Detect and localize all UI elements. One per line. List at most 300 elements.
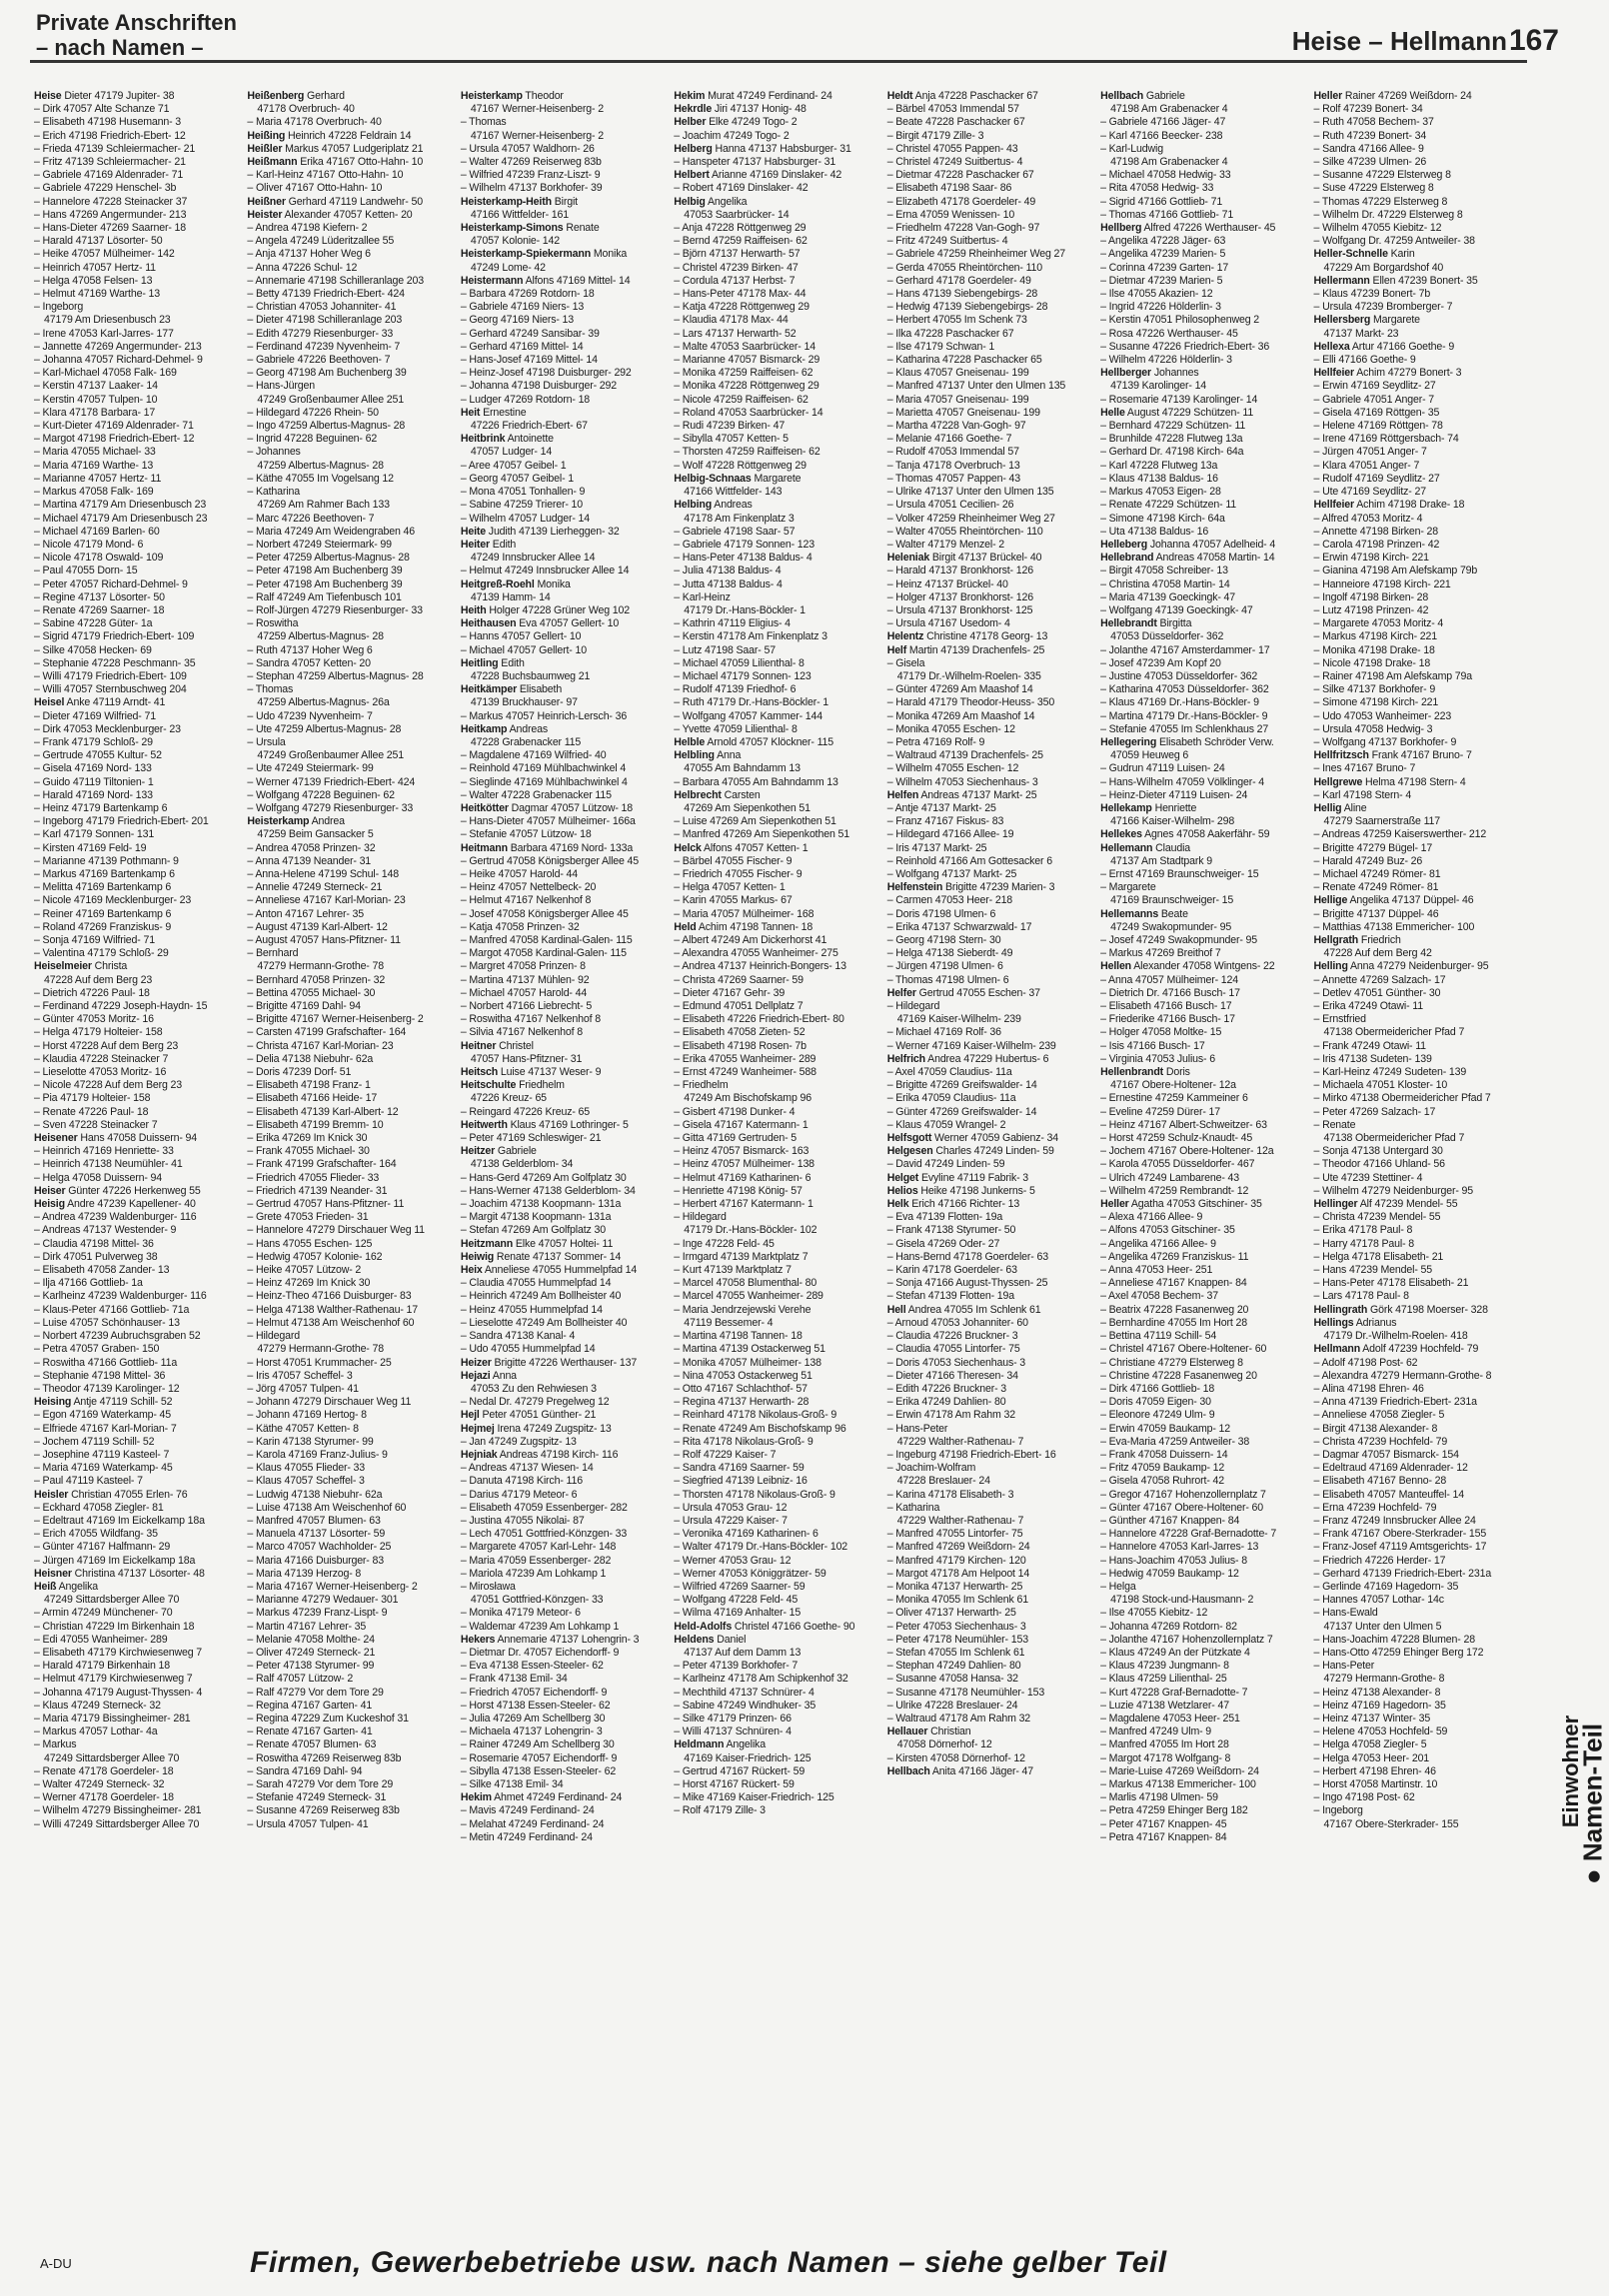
entry-text: – Joachim 47249 Togo- 2 [674, 129, 790, 142]
directory-entry [461, 90, 668, 103]
directory-entry [674, 1765, 880, 1778]
entry-text: – Tanja 47178 Overbruch- 13 [886, 459, 1020, 472]
entry-text: – Aree 47057 Geibel- 1 [460, 459, 567, 472]
directory-entry [34, 1528, 241, 1541]
directory-entry [887, 552, 1094, 565]
entry-text: – Beate 47228 Paschacker 67 [886, 116, 1025, 129]
entry-text: – Valentina 47179 Schloß- 29 [34, 947, 169, 960]
directory-entry [461, 1489, 668, 1502]
directory-entry [674, 960, 880, 973]
directory-entry [1100, 855, 1307, 868]
entry-text: – Dirk 47166 Gottlieb- 18 [1100, 1382, 1215, 1395]
entry-text: 47226 Kreuz- 65 [470, 1092, 547, 1105]
directory-entry [674, 1621, 880, 1634]
directory-entry [887, 288, 1094, 301]
listing-column [247, 90, 454, 2228]
directory-entry [247, 1383, 454, 1396]
directory-entry [887, 235, 1094, 248]
entry-text: – Günter 47269 Greifswalder- 14 [886, 1105, 1037, 1118]
entry-text: – Christel 47167 Obere-Holtener- 60 [1100, 1343, 1267, 1356]
entry-text: 47279 Saarnerstraße 117 [1323, 815, 1441, 828]
directory-entry [674, 526, 880, 539]
directory-entry [1314, 1541, 1521, 1554]
entry-text: – Harald 47179 Theodor-Heuss- 350 [886, 696, 1055, 709]
directory-entry [247, 1238, 454, 1251]
entry-text: – Kurt-Dieter 47169 Aldenrader- 71 [34, 420, 194, 433]
entry-text: – Herbert 47167 Katermann- 1 [674, 1198, 813, 1211]
directory-entry [1314, 1634, 1521, 1647]
directory-entry [674, 301, 880, 314]
surname: Helber [674, 116, 707, 129]
entry-text: – Hanns 47057 Gellert- 10 [460, 630, 582, 643]
entry-text: 47137 Markt- 23 [1323, 327, 1399, 340]
directory-entry [887, 1541, 1094, 1554]
directory-entry [461, 116, 668, 129]
entry-text: – Malte 47053 Saarbrücker- 14 [674, 340, 815, 353]
directory-entry [1100, 1607, 1307, 1620]
directory-entry [247, 1462, 454, 1475]
directory-entry [1314, 1489, 1521, 1502]
entry-text: – Gudrun 47119 Luisen- 24 [1100, 762, 1225, 775]
entry-text: – Maria 47057 Gneisenau- 199 [886, 393, 1029, 406]
entry-text: – Mavis 47249 Ferdinand- 24 [460, 1804, 595, 1817]
entry-text: – Manfred 47058 Kardinal-Galen- 115 [460, 934, 633, 946]
entry-text: – Hans-Joachim 47228 Blumen- 28 [1313, 1633, 1475, 1646]
entry-text: 47169 Kaiser-Wilhelm- 239 [896, 1013, 1021, 1026]
entry-text: – Stefan 47269 Am Golfplatz 30 [460, 1224, 606, 1237]
entry-text: Adolf 47239 Hochfeld- 79 [1362, 1343, 1479, 1356]
directory-entry [34, 683, 241, 696]
directory-entry [674, 815, 880, 828]
directory-entry [1314, 473, 1521, 486]
entry-text: – Magdalene 47053 Heer- 251 [1100, 1712, 1240, 1724]
entry-text: – Karola 47169 Franz-Julius- 9 [247, 1448, 388, 1461]
entry-text: – Carsten 47199 Grafschafter- 164 [247, 1026, 407, 1039]
directory-entry [34, 196, 241, 209]
entry-text: – Helmut 47179 Kirchwiesenweg 7 [34, 1673, 193, 1686]
entry-text: Adrianus [1355, 1316, 1397, 1329]
directory-entry [247, 460, 454, 473]
entry-text: – Anneliese 47167 Karl-Morian- 23 [247, 894, 406, 907]
directory-entry [1314, 367, 1521, 380]
directory-entry [674, 630, 880, 643]
entry-text: – Heinrich 47138 Neumühler- 41 [34, 1158, 183, 1171]
side-tab-line-2: ● Namen-Teil [1577, 1722, 1608, 1885]
entry-text: – Klaus 47259 Lilienthal- 25 [1100, 1673, 1227, 1686]
entry-text: – Marianne 47139 Pothmann- 9 [34, 854, 179, 867]
directory-entry [1314, 1713, 1521, 1725]
directory-entry [247, 275, 454, 288]
directory-entry [247, 1515, 454, 1528]
entry-text: Erika 47167 Otto-Hahn- 10 [300, 156, 424, 169]
directory-entry [34, 156, 241, 169]
directory-entry [247, 552, 454, 565]
directory-entry [1100, 1185, 1307, 1198]
entry-text: – Elisabeth 47166 Heide- 17 [247, 1092, 378, 1105]
surname: Helios [886, 1184, 918, 1197]
entry-text: – Martin 47167 Lehrer- 35 [247, 1620, 367, 1633]
listing-column [887, 90, 1094, 2228]
directory-entry [1314, 446, 1521, 459]
directory-entry [887, 1449, 1094, 1462]
directory-entry [1314, 947, 1521, 960]
entry-text: – Karola 47055 Düsseldorfer- 467 [1100, 1158, 1255, 1171]
entry-text: – Henriette 47198 König- 57 [674, 1184, 803, 1197]
directory-entry [887, 1106, 1094, 1119]
directory-entry [34, 802, 241, 815]
entry-text: – Georg 47198 Am Buchenberg 39 [247, 367, 407, 380]
directory-entry [34, 1370, 241, 1383]
directory-entry [674, 749, 880, 762]
directory-entry [461, 420, 668, 433]
directory-entry [674, 1119, 880, 1132]
entry-text: – Pia 47179 Holteier- 158 [34, 1092, 151, 1105]
directory-entry [461, 446, 668, 459]
surname: Heistermann [460, 274, 524, 287]
entry-text: – Gisela 47058 Ruhrort- 42 [1100, 1475, 1224, 1488]
directory-entry [887, 1621, 1094, 1634]
entry-text: 47167 Obere-Sterkrader- 155 [1323, 1817, 1459, 1830]
entry-text: – Werner 47178 Goerdeler- 18 [34, 1791, 174, 1804]
directory-entry [1100, 1026, 1307, 1039]
directory-entry [674, 116, 880, 129]
directory-entry [34, 908, 241, 921]
directory-entry [34, 1290, 241, 1303]
directory-entry [674, 1804, 880, 1817]
directory-entry [887, 222, 1094, 235]
entry-text: – Margarete 47057 Karl-Lehr- 148 [460, 1541, 617, 1554]
directory-entry [247, 1475, 454, 1488]
entry-text: – Ilja 47166 Gottlieb- 1a [34, 1277, 143, 1290]
entry-text: – Matthias 47138 Emmericher- 100 [1313, 920, 1475, 933]
directory-entry [674, 881, 880, 894]
entry-text: – Sibylla 47057 Ketten- 5 [674, 433, 789, 446]
entry-text: – Friedrich 47055 Fischer- 9 [674, 867, 803, 880]
entry-text: – Franz-Josef 47119 Amtsgerichts- 17 [1313, 1541, 1487, 1554]
directory-entry [1314, 1040, 1521, 1053]
directory-entry [461, 1449, 668, 1462]
directory-entry [674, 1449, 880, 1462]
directory-entry [1314, 670, 1521, 683]
entry-text: – Annette 47198 Birken- 28 [1313, 525, 1439, 538]
directory-entry [1314, 1026, 1521, 1039]
directory-entry [461, 1462, 668, 1475]
surname: Heldmann [674, 1738, 725, 1751]
directory-entry [674, 736, 880, 749]
directory-entry [34, 1594, 241, 1607]
directory-entry [34, 235, 241, 248]
entry-text: – Maria 47179 Bissingheimer- 281 [34, 1712, 191, 1724]
directory-entry [34, 1238, 241, 1251]
entry-text: – Norbert 47239 Aubruchsgraben 52 [34, 1330, 201, 1343]
directory-entry [34, 1013, 241, 1026]
entry-text: Elke 47057 Holtei- 11 [515, 1237, 614, 1250]
entry-text: – Anna 47053 Heer- 251 [1100, 1264, 1213, 1277]
directory-entry [887, 934, 1094, 947]
entry-text: – Jutta 47138 Baldus- 4 [674, 577, 783, 590]
directory-entry [34, 1713, 241, 1725]
entry-text: Andre 47239 Kapellener- 40 [67, 1198, 196, 1211]
entry-text: – Mirosława [460, 1580, 516, 1593]
directory-entry [461, 1396, 668, 1409]
entry-text: Alexander 47058 Wintgens- 22 [1133, 960, 1275, 973]
entry-text: Angelika [707, 195, 748, 208]
entry-text: – Elisabeth 47199 Bremm- 10 [247, 1118, 384, 1131]
directory-entry [461, 130, 668, 143]
entry-text: – Maria 47059 Essenberger- 282 [460, 1554, 612, 1567]
directory-entry [247, 710, 454, 723]
entry-text: – Peter 47259 Albertus-Magnus- 28 [247, 552, 410, 565]
entry-text: – Wilhelm 47279 Neidenburger- 95 [1313, 1184, 1474, 1197]
entry-text: – Hans-Ewald [1313, 1607, 1378, 1620]
directory-entry [247, 499, 454, 512]
directory-entry [1314, 90, 1521, 103]
entry-text: – Yvette 47059 Lilienthal- 8 [674, 722, 798, 735]
directory-entry [674, 1555, 880, 1568]
directory-entry [247, 380, 454, 393]
directory-entry [461, 1343, 668, 1356]
directory-entry [1100, 1804, 1307, 1817]
directory-entry [34, 789, 241, 802]
directory-entry [34, 1185, 241, 1198]
directory-entry [887, 1317, 1094, 1330]
entry-text: – Jürgen 47198 Ulmen- 6 [886, 960, 1003, 973]
entry-text: 47179 Dr.-Hans-Böckler- 102 [684, 1224, 817, 1237]
directory-entry [887, 1264, 1094, 1277]
entry-text: – Klaus 47057 Scheffel- 3 [247, 1475, 365, 1488]
entry-text: – Karlheinz 47239 Waldenburger- 116 [34, 1290, 207, 1303]
entry-text: 47178 Am Finkenplatz 3 [684, 512, 795, 525]
entry-text: – Andreas 47137 Westender- 9 [34, 1224, 177, 1237]
entry-text: – Brigitte 47269 Greifswalder- 14 [886, 1079, 1037, 1092]
directory-entry [887, 1343, 1094, 1356]
directory-entry [34, 473, 241, 486]
entry-text: – Hans 47139 Siebengebirgs- 28 [886, 288, 1038, 301]
entry-text: – Klaus-Peter 47166 Gottlieb- 71a [34, 1303, 190, 1316]
entry-text: – Sigrid 47166 Gottlieb- 71 [1100, 195, 1223, 208]
directory-entry [461, 1673, 668, 1686]
entry-text: – Markus 47058 Falk- 169 [34, 486, 154, 499]
entry-text: – Peter 47139 Borkhofer- 7 [674, 1660, 799, 1673]
directory-entry [34, 341, 241, 354]
entry-text: – Elisabeth 47059 Essenberger- 282 [460, 1501, 628, 1514]
directory-entry [674, 1673, 880, 1686]
entry-text: – Iris 47138 Sudeten- 139 [1313, 1052, 1432, 1065]
directory-entry [887, 1198, 1094, 1211]
entry-text: – Ursula 47058 Hedwig- 3 [1313, 722, 1433, 735]
entry-text: – Roswitha 47166 Gottlieb- 11a [34, 1356, 178, 1369]
directory-entry [674, 1343, 880, 1356]
entry-text: – Gisela [886, 656, 925, 669]
entry-text: Angelika [726, 1738, 766, 1751]
directory-entry [887, 670, 1094, 683]
entry-text: – Rolf 47179 Zille- 3 [674, 1804, 766, 1817]
entry-text: – Elisabeth 47057 Manteuffel- 14 [1313, 1488, 1465, 1501]
surname: Helbing [674, 499, 713, 512]
directory-entry [247, 407, 454, 420]
entry-text: – Anneliese 47058 Ziegler- 5 [1313, 1409, 1445, 1422]
entry-text: – Jürgen 47051 Anger- 7 [1313, 446, 1427, 459]
directory-entry [887, 1092, 1094, 1105]
entry-text: – Erich 47055 Wildfang- 35 [34, 1528, 158, 1541]
directory-entry [887, 1489, 1094, 1502]
entry-text: Andreas 47058 Martin- 14 [1155, 552, 1275, 565]
surname: Heitbrink [460, 433, 506, 446]
directory-entry [34, 1738, 241, 1751]
entry-text: Murat 47249 Ferdinand- 24 [708, 90, 832, 102]
entry-text: – Kerstin 47051 Philosophenweg 2 [1100, 314, 1260, 327]
directory-entry [247, 130, 454, 143]
directory-entry [461, 1621, 668, 1634]
entry-text: – Luise 47057 Schönhauser- 13 [34, 1316, 180, 1329]
entry-text: – Reiner 47169 Bartenkamp 6 [34, 907, 172, 920]
entry-text: – Günter 47269 Am Maashof 14 [886, 683, 1033, 696]
directory-entry [461, 670, 668, 683]
directory-entry [1314, 1066, 1521, 1079]
entry-text: Christel 47166 Goethe- 90 [734, 1620, 855, 1633]
entry-text: – Harald 47169 Nord- 133 [34, 788, 153, 801]
entry-text: – Frank 47199 Grafschafter- 164 [247, 1158, 397, 1171]
directory-entry [247, 1489, 454, 1502]
directory-entry [674, 1185, 880, 1198]
entry-text: – Birgit 47179 Zille- 3 [886, 129, 984, 142]
entry-text: – Friedrich 47226 Herder- 17 [1313, 1554, 1446, 1567]
directory-entry [1314, 552, 1521, 565]
entry-text: – Angelika 47228 Jäger- 63 [1100, 235, 1226, 248]
directory-entry [1314, 1198, 1521, 1211]
directory-entry [247, 1621, 454, 1634]
entry-text: – Ursula 47051 Cecilien- 26 [886, 499, 1014, 512]
entry-text: – Ingeborg 47179 Friedrich-Ebert- 201 [34, 815, 209, 828]
directory-entry [461, 182, 668, 195]
directory-entry [1314, 1251, 1521, 1264]
entry-text: Beate [1160, 907, 1188, 920]
entry-text: – Margarete [1100, 881, 1156, 894]
entry-text: 47057 Hans-Pfitzner- 31 [470, 1052, 583, 1065]
directory-entry [1314, 1528, 1521, 1541]
directory-entry [1100, 1132, 1307, 1145]
entry-text: – Peter 47198 Am Buchenberg 39 [247, 565, 403, 577]
entry-text: – Nicole 47169 Mecklenburger- 23 [34, 894, 192, 907]
entry-text: – Heinz-Theo 47166 Duisburger- 83 [247, 1290, 412, 1303]
directory-entry [247, 868, 454, 881]
directory-entry [461, 1528, 668, 1541]
entry-text: – Danuta 47198 Kirch- 116 [460, 1475, 583, 1488]
directory-entry [1314, 1317, 1521, 1330]
directory-entry [1314, 1502, 1521, 1515]
entry-text: – Marianne 47057 Hertz- 11 [34, 472, 162, 485]
directory-entry [34, 222, 241, 235]
directory-entry [461, 1752, 668, 1765]
directory-entry [247, 420, 454, 433]
directory-entry [461, 1172, 668, 1185]
entry-text: – Ursula 47167 Usedom- 4 [886, 617, 1010, 630]
directory-entry [34, 1778, 241, 1791]
entry-text: 47259 Albertus-Magnus- 26a [257, 696, 390, 709]
directory-entry [674, 1238, 880, 1251]
directory-entry [34, 723, 241, 736]
directory-entry [674, 1436, 880, 1449]
directory-entry [247, 1304, 454, 1317]
entry-text: – Michael 47058 Hedwig- 33 [1100, 169, 1231, 182]
surname: Heising [34, 1396, 72, 1409]
directory-entry [247, 328, 454, 341]
entry-text: – Ilse 47179 Schwan- 1 [886, 340, 995, 353]
entry-text: – Fritz 47059 Baukamp- 12 [1100, 1462, 1225, 1475]
entry-text: Andrea 47055 Im Schlenk 61 [907, 1303, 1041, 1316]
entry-text: – Renate 47167 Garten- 41 [247, 1725, 373, 1738]
surname: Hellexa [1313, 340, 1350, 353]
entry-text: – Markus 47269 Breithof 7 [1100, 947, 1221, 960]
directory-entry [887, 789, 1094, 802]
entry-text: – Frank 47055 Michael- 30 [247, 1145, 370, 1158]
directory-entry [1100, 1145, 1307, 1158]
directory-entry [34, 1462, 241, 1475]
entry-text: Anna [492, 1369, 517, 1382]
entry-text: 47249 Lome- 42 [470, 261, 546, 274]
directory-entry [1314, 1621, 1521, 1634]
entry-text: – Heinrich 47249 Am Bollheister 40 [460, 1290, 622, 1303]
entry-text: – Kerstin 47178 Am Finkenplatz 3 [674, 630, 827, 643]
entry-text: – Friedrich 47057 Eichendorff- 9 [460, 1686, 608, 1699]
directory-entry [1100, 1725, 1307, 1738]
entry-text: – Stefan 47139 Flotten- 19a [886, 1290, 1014, 1303]
entry-text: – Sandra 47057 Ketten- 20 [247, 656, 371, 669]
directory-entry [34, 1673, 241, 1686]
directory-entry [247, 367, 454, 380]
entry-text: – Erika 47269 Im Knick 30 [247, 1132, 368, 1145]
entry-text: – Erika 47059 Claudius- 11a [886, 1092, 1016, 1105]
directory-entry [674, 683, 880, 696]
entry-text: – David 47249 Linden- 59 [886, 1158, 1005, 1171]
directory-entry [461, 1541, 668, 1554]
entry-text: – Sibylla 47138 Essen-Steeler- 62 [460, 1764, 617, 1777]
entry-text: – Ingo 47259 Albertus-Magnus- 28 [247, 420, 406, 433]
entry-text: – Thorsten 47178 Nikolaus-Groß- 9 [674, 1488, 835, 1501]
entry-text: 47259 Albertus-Magnus- 28 [257, 459, 384, 472]
directory-entry [247, 1700, 454, 1713]
directory-entry [461, 1765, 668, 1778]
directory-entry [674, 868, 880, 881]
directory-entry [887, 1370, 1094, 1383]
surname: Hellfeier [1313, 499, 1354, 512]
directory-entry [674, 1290, 880, 1303]
directory-entry [1314, 1053, 1521, 1066]
surname: Hellekamp [1100, 801, 1152, 814]
directory-entry [1100, 1660, 1307, 1673]
entry-text: – Claudia 47055 Hummelpfad 14 [460, 1277, 612, 1290]
directory-entry [34, 248, 241, 261]
directory-entry [461, 1725, 668, 1738]
entry-text: – Thorsten 47259 Raiffeisen- 62 [674, 446, 820, 459]
entry-text: – Bernhard 47229 Schützen- 11 [1100, 420, 1246, 433]
entry-text: – Christina 47058 Martin- 14 [1100, 577, 1230, 590]
entry-text: – Horst 47138 Essen-Steeler- 62 [460, 1699, 611, 1712]
directory-entry [1314, 604, 1521, 617]
entry-text: Renate 47137 Sommer- 14 [496, 1250, 622, 1263]
entry-text: – Rosemarie 47139 Karolinger- 14 [1100, 393, 1258, 406]
entry-text: – Elisabeth 47166 Busch- 17 [1100, 1000, 1232, 1013]
surname: Heißmann [247, 156, 298, 169]
entry-text: – Bernhard 47058 Prinzen- 32 [247, 973, 386, 986]
directory-entry [1314, 407, 1521, 420]
directory-entry [887, 894, 1094, 907]
directory-entry [461, 275, 668, 288]
entry-text: – Nicole 47178 Oswald- 109 [34, 552, 164, 565]
directory-entry [1100, 921, 1307, 934]
directory-entry [461, 156, 668, 169]
directory-entry [461, 1026, 668, 1039]
